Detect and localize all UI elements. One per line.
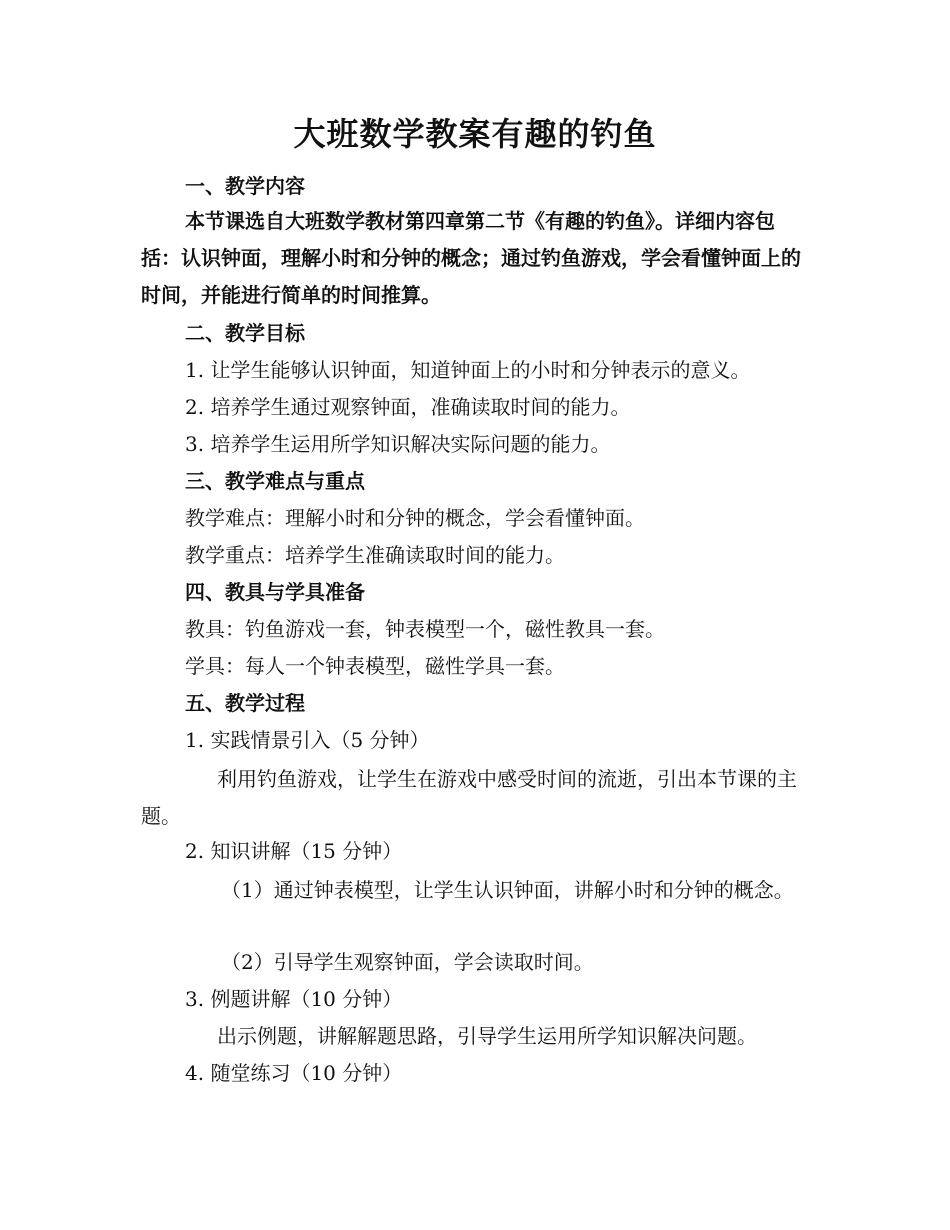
difficulty-text: 教学难点：理解小时和分钟的概念，学会看懂钟面。 [185,506,645,530]
key-point-text: 教学重点：培养学生准确读取时间的能力。 [185,543,565,567]
section-heading-objectives: 二、教学目标 [185,321,305,345]
process-step-body: （1）通过钟表模型，让学生认识钟面，讲解小时和分钟的概念。 [221,878,794,902]
document-title: 大班数学教案有趣的钓鱼 [293,115,657,153]
process-step-body: 利用钓鱼游戏，让学生在游戏中感受时间的流逝，引出本节课的主题。 [141,767,797,828]
process-step-title: 4. 随堂练习（10 分钟） [185,1061,403,1085]
objective-item: 1. 让学生能够认识钟面，知道钟面上的小时和分钟表示的意义。 [185,358,751,382]
objective-item: 3. 培养学生运用所学知识解决实际问题的能力。 [185,432,611,456]
teacher-materials-text: 教具：钓鱼游戏一套，钟表模型一个，磁性教具一套。 [185,617,665,641]
section-heading-materials: 四、教具与学具准备 [185,580,365,604]
process-step-title: 3. 例题讲解（10 分钟） [185,987,403,1011]
process-step-title: 2. 知识讲解（15 分钟） [185,839,403,863]
section-heading-process: 五、教学过程 [185,691,305,715]
student-materials-text: 学具：每人一个钟表模型，磁性学具一套。 [185,654,565,678]
section-heading-content: 一、教学内容 [185,174,305,198]
objective-item: 2. 培养学生通过观察钟面，准确读取时间的能力。 [185,395,631,419]
section-body-content: 本节课选自大班数学教材第四章第二节《有趣的钓鱼》。详细内容包括：认识钟面，理解小时和分钟的概念；通过钓鱼游戏，学会看懂钟面上的时间，并能进行简单的时间推算。 [141,209,801,307]
process-step-body: （2）引导学生观察钟面，学会读取时间。 [221,950,594,974]
process-step-title: 1. 实践情景引入（5 分钟） [185,728,430,752]
section-heading-difficulty: 三、教学难点与重点 [185,469,365,493]
process-step-body: 出示例题，讲解解题思路，引导学生运用所学知识解决问题。 [217,1024,757,1048]
